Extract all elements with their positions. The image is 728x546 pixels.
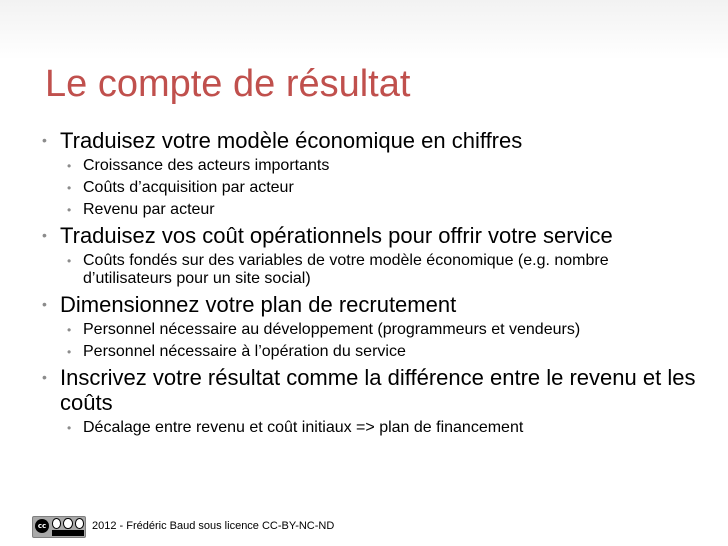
- bullet-icon: •: [42, 369, 47, 385]
- bullet-level1: [40, 292, 700, 317]
- bullet-icon: •: [67, 421, 72, 435]
- bullet-text: Décalage entre revenu et coût initiaux => plan de financement: [83, 419, 524, 436]
- bullet-icon: •: [67, 181, 72, 195]
- bullet-level1: [40, 365, 700, 415]
- bullet-text: Coûts fondés sur des variables de votre modèle économique (e.g. nombre d’utilisateurs pour un site social): [83, 252, 609, 287]
- bullet-icon: •: [42, 132, 47, 148]
- bullet-icon: •: [42, 227, 47, 243]
- bullet-icon: •: [67, 159, 72, 173]
- bullet-text: Traduisez votre modèle économique en chiffres: [60, 128, 523, 153]
- bullet-level1: [40, 223, 700, 248]
- bullet-text: Inscrivez votre résultat comme la différence entre le revenu et les coûts: [60, 365, 696, 415]
- bullet-level1: [40, 128, 700, 153]
- bullet-icon: •: [42, 296, 47, 312]
- cc-label-strip: [52, 530, 84, 536]
- footer: [0, 513, 728, 543]
- bullet-icon: •: [67, 203, 72, 217]
- cc-attribution-icons: [52, 518, 84, 530]
- nc-icon: [63, 518, 72, 529]
- cc-logo-icon: cc: [35, 519, 49, 533]
- bullet-level2: [40, 321, 700, 339]
- bullet-level2: [40, 343, 700, 361]
- bullet-level2: [40, 157, 700, 175]
- bullet-icon: •: [67, 323, 72, 337]
- slide-title: Le compte de résultat: [45, 63, 411, 105]
- bullet-level2: [40, 419, 700, 437]
- bullet-text: Coûts d’acquisition par acteur: [83, 179, 294, 196]
- bullet-icon: •: [67, 345, 72, 359]
- bullet-level2: [40, 201, 700, 219]
- top-gradient-band: [0, 0, 728, 60]
- bullet-text: Revenu par acteur: [83, 201, 215, 218]
- by-icon: [52, 518, 61, 529]
- cc-license-badge-icon: [32, 516, 86, 538]
- nd-icon: [75, 518, 84, 529]
- bullet-text: Dimensionnez votre plan de recrutement: [60, 292, 457, 317]
- bullet-text: Traduisez vos coût opérationnels pour offrir votre service: [60, 223, 613, 248]
- bullet-icon: •: [67, 254, 72, 268]
- footer-license-text: 2012 - Frédéric Baud sous licence CC-BY-NC-ND: [92, 520, 335, 532]
- slide-content: [40, 128, 700, 441]
- bullet-text: Personnel nécessaire à l’opération du service: [83, 343, 406, 360]
- bullet-level2: [40, 252, 700, 288]
- bullet-text: Croissance des acteurs importants: [83, 157, 330, 174]
- bullet-text: Personnel nécessaire au développement (programmeurs et vendeurs): [83, 321, 581, 338]
- bullet-level2: [40, 179, 700, 197]
